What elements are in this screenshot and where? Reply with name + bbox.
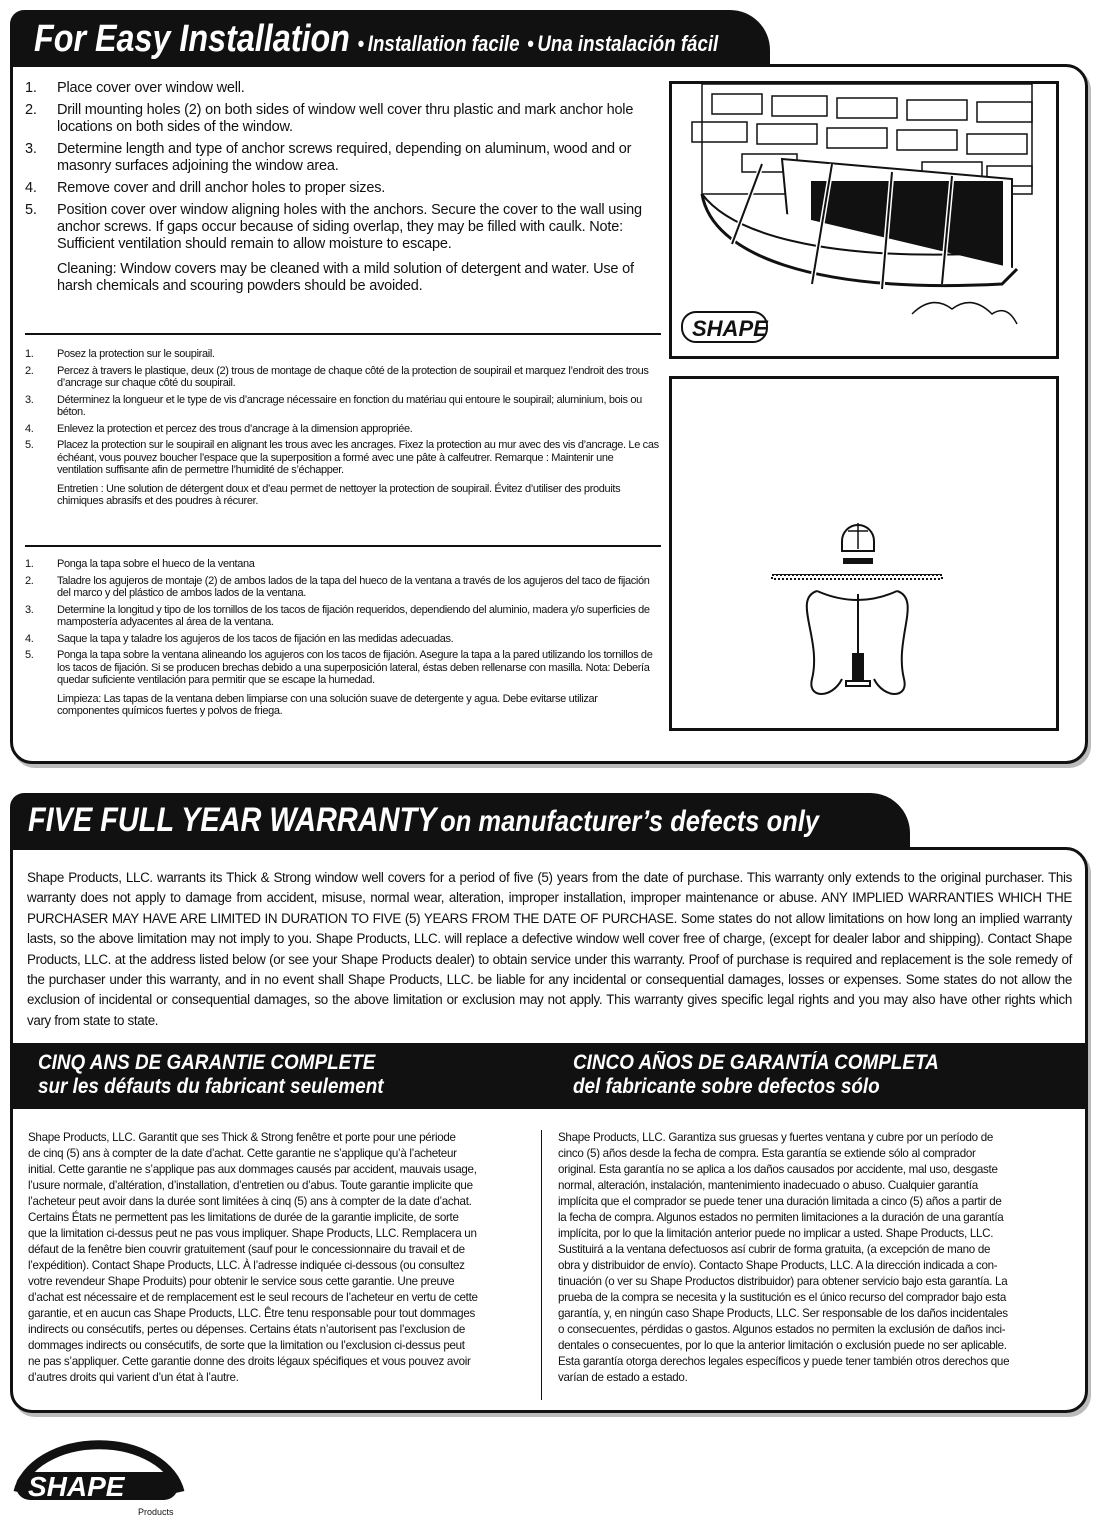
warranty-panel (10, 847, 1088, 1413)
warranty-text-french (28, 1130, 508, 1386)
warranty-line: indirects ou consécutifs, pertes ou dépenses. Certains états n’autorisent pas l’exclusion de (28, 1323, 466, 1336)
step-number: 2. (25, 574, 34, 587)
shape-products-logo (10, 1432, 190, 1518)
warranty-line: l’expédition). Contact Shape Products, LLC. À l’adresse indiquée ci-dessous (ou consultez (28, 1259, 465, 1272)
step-text: Enlevez la protection et percez des trous d’ancrage à la dimension appropriée. (57, 422, 413, 435)
warranty-banner (10, 793, 910, 849)
step-number: 4. (25, 422, 34, 435)
spanish-warranty-title: CINCO AÑOS DE GARANTÍA COMPLETA (573, 1051, 939, 1074)
warranty-line: la fecha de compra. Algunos estados no permiten limitaciones a la duración de una garantía (558, 1211, 1004, 1224)
warranty-line: garantie, et en aucun cas Shape Products, LLC. Être tenu responsable pour tout dommages (28, 1307, 475, 1320)
step-item (25, 102, 661, 136)
step-item (25, 394, 661, 419)
warranty-line: Esta garantía otorga derechos legales específicos y puede tener también otros derechos que (558, 1355, 1010, 1368)
warranty-line: original. Esta garantía no se aplica a los daños causados por accidente, mal uso, desgaste (558, 1163, 998, 1176)
window-well-illustration (669, 81, 1059, 359)
step-number: 2. (25, 364, 34, 377)
step-text: Determine length and type of anchor screws required, depending on aluminum, wood and or masonry surfaces adjoining the window area. (57, 141, 632, 174)
step-text: Déterminez la longueur et le type de vis d’ancrage nécessaire en fonction du matériau qui entoure le soupirail; aluminium, bois ou béton. (57, 393, 642, 418)
step-text: Taladre los agujeros de montaje (2) de ambos lados de la tapa del hueco de la ventana a través de los agujeros del taco de fijación del marco y del plástico de ambos lados de la ventana. (57, 574, 650, 599)
warranty-line: garantía, y, en ningún caso Shape Products, LLC. Ser responsable de los daños incidentales (558, 1307, 1008, 1320)
warranty-line: l’acheteur peut avoir dans la durée sont limitées à cinq (5) ans à compter de la date d’achat. (28, 1195, 472, 1208)
step-number: 2. (25, 102, 37, 118)
warranty-line: tinuación (o ver su Shape Productos distribuidor) para obtener servicio bajo esta garantía. La (558, 1275, 1008, 1288)
warranty-line: d’achat est nécessaire et de remplacement est le seul recours de l’acheteur en vertu de cette (28, 1291, 478, 1304)
warranty-line: varían de estado a estado. (558, 1371, 688, 1384)
warranty-line: obra y distribuidor de envío). Contacto Shape Products, LLC. A la dirección indicada a con- (558, 1259, 998, 1272)
spanish-steps (25, 558, 661, 722)
warranty-line: Shape Products, LLC. Garantit que ses Thick & Strong fenêtre et porte pour une période (28, 1131, 456, 1144)
warranty-text-spanish (558, 1130, 1038, 1386)
installation-title-fr: Installation facile (367, 31, 520, 56)
step-text: Determine la longitud y tipo de los tornillos de los tacos de fijación requeridos, dependiendo del aluminio, madera y/o superficies de mampostería adyacentes al área de la ventana. (57, 603, 650, 628)
french-steps (25, 348, 661, 512)
warranty-subtitle: on manufacturer’s defects only (440, 805, 819, 838)
logo-brand: SHAPE (28, 1471, 125, 1502)
warranty-line: implícita que el comprador se puede tener una duración limitada a cinco (5) años a partir de (558, 1195, 1002, 1208)
step-number: 4. (25, 632, 34, 645)
french-warranty-title: CINQ ANS DE GARANTIE COMPLETE (38, 1051, 376, 1074)
warranty-line: initial. Cette garantie ne s’applique pas aux dommages causés par accident, mauvais usage, (28, 1163, 477, 1176)
step-item (25, 202, 661, 253)
warranty-line: prueba de la compra se necesita y la sustitución es el único recurso del comprador bajo esta (558, 1291, 1007, 1304)
warranty-line: ne pas s’appliquer. Cette garantie donne des droits légaux spécifiques et vous pouvez avoir (28, 1355, 471, 1368)
warranty-line: Shape Products, LLC. Garantiza sus gruesas y fuertes ventana y cubre por un período de (558, 1131, 994, 1144)
warranty-line: implícita, por lo que la limitación anterior puede no implicar a usted. Shape Products, LLC. (558, 1227, 994, 1240)
column-divider (541, 1130, 542, 1400)
installation-title: For Easy Installation (34, 18, 350, 60)
warranty-line: dentales o consecuentes, por lo que la anterior limitación o exclusión puede no ser aplicable. (558, 1339, 1007, 1352)
warranty-line: normal, alteración, instalación, mantenimiento inadecuado o abuso. Cualquier garantía (558, 1179, 978, 1192)
step-text: Ponga la tapa sobre la ventana alineando los agujeros con los tacos de fijación. Asegure la tapa a la pared utilizando los tornillos de los tacos de fijación. Si se producen brechas debido a una superposición lateral, éstas deben rellenarse con masilla. Nota: Debería quedar suficiente ventilación para permitir que se escape la humedad. (57, 649, 653, 686)
step-item (25, 649, 661, 687)
step-text: Ponga la tapa sobre el hueco de la ventana (57, 558, 255, 570)
warranty-line: que la limitation ci-dessus peut ne pas vous impliquer. Shape Products, LLC. Remplacera un (28, 1227, 477, 1240)
translated-warranty-banner (10, 1043, 1088, 1109)
warranty-line: Sustituirá a la ventana defectuosos así cubrir de forma gratuita, (a excepción de mano de (558, 1243, 991, 1256)
step-item (25, 180, 661, 197)
step-number: 1. (25, 348, 34, 360)
cleaning-note: Limpieza: Las tapas de la ventana deben limpiarse con una solución suave de detergente y agua. Debe evitarse utilizar componentes químicos fuertes y polvos de friega. (57, 692, 598, 717)
warranty-line: o consecuentes, pérdidas o gastos. Algunos estados no permiten la exclusión de daños inci- (558, 1323, 1006, 1336)
warranty-line: de cinq (5) ans à compter de la date d’achat. Cette garantie ne s’applique qu’à l’acheteur (28, 1147, 457, 1160)
english-steps (25, 80, 661, 300)
step-item (25, 633, 661, 646)
step-item (25, 80, 661, 97)
step-number: 4. (25, 180, 37, 196)
step-text: Saque la tapa y taladre los agujeros de los tacos de fijación en las medidas adecuadas. (57, 632, 454, 645)
step-item (25, 423, 661, 436)
cleaning-note: Entretien : Une solution de détergent doux et d’eau permet de nettoyer la protection de soupirail. Évitez d’utiliser des produits chimiques abrasifs et des poudres à récurer. (57, 482, 621, 507)
step-text: Posez la protection sur le soupirail. (57, 348, 215, 360)
warranty-line: votre revendeur Shape Produits) pour obtenir le service sous cette garantie. Une preuve (28, 1275, 455, 1288)
installation-banner: For Easy Installation • Installation facile • Una instalación fácil (10, 10, 770, 66)
installation-title-es: Una instalación fácil (537, 31, 719, 56)
warranty-line: d’autres droits qui varient d’un état à l’autre. (28, 1371, 239, 1384)
step-text: Place cover over window well. (57, 80, 245, 96)
cleaning-note: Cleaning: Window covers may be cleaned with a mild solution of detergent and water. Use of harsh chemicals and scouring powders should be avoided. (57, 261, 634, 294)
step-number: 1. (25, 558, 34, 570)
step-number: 5. (25, 649, 34, 661)
warranty-title: FIVE FULL YEAR WARRANTY (28, 801, 437, 839)
anchor-screw-diagram (669, 376, 1059, 731)
step-text: Remove cover and drill anchor holes to proper sizes. (57, 180, 386, 196)
step-item (25, 348, 661, 361)
spanish-warranty-subtitle: del fabricante sobre defectos sólo (573, 1075, 880, 1098)
step-item (25, 604, 661, 629)
warranty-text-english: Shape Products, LLC. warrants its Thick & Strong window well covers for a period of five (5) years from the date of purchase. This warranty only extends to the original purchaser. This warranty does not apply to damage from accident, misuse, normal wear, alteration, improper installation, improper maintenance or abuse. ANY IMPLIED WARRANTIES WHICH THE PURCHASER MAY HAVE ARE LIMITED IN DURATION TO FIVE (5) YEARS FROM THE DATE OF PURCHASE. Some states do not allow limitations on how long an implied warranty lasts, so the above limitation may not imply to you. Shape Products, LLC. will replace a defective window well cover free of charge, (except for dealer labor and shipping). Contact Shape Products, LLC. at the address listed below (or see your Shape Products dealer) to obtain service under this warranty. Proof of purchase is required and replacement is the sole remedy of the purchaser under this warranty, and in no event shall Shape Products, LLC. be liable for any incidental or consequential damages, losses or expenses. Some states do not allow the exclusion of incidental or consequential damages, so the above limitation or exclusion may not apply. This warranty gives specific legal rights and you may also have other rights which vary from state to state. (27, 870, 1072, 1028)
logo-sub: Products (138, 1507, 174, 1517)
step-number: 3. (25, 393, 34, 406)
step-number: 5. (25, 439, 34, 451)
installation-panel (10, 64, 1088, 764)
warranty-line: l’usure normale, d’altération, d’installation, d’entretien ou d’abus. Toute garantie implicite que (28, 1179, 473, 1192)
step-number: 5. (25, 202, 37, 218)
step-text: Percez à travers le plastique, deux (2) trous de montage de chaque côté de la protection de soupirail et marquez l’endroit des trous d’ancrage sur chaque côté du soupirail. (57, 364, 649, 389)
french-warranty-subtitle: sur les défauts du fabricant seulement (38, 1075, 384, 1098)
step-text: Drill mounting holes (2) on both sides of window well cover thru plastic and mark anchor hole locations on both sides of the window. (57, 102, 634, 135)
divider (25, 333, 661, 335)
step-item (25, 439, 661, 477)
warranty-line: dommages indirects ou consécutifs, de sorte que la limitation ou l’exclusion ci-dessus peut (28, 1339, 465, 1352)
step-item (25, 365, 661, 390)
step-number: 3. (25, 603, 34, 616)
warranty-line: cinco (5) años desde la fecha de compra. Esta garantía se extiende sólo al comprador (558, 1147, 976, 1160)
shape-logo-figure: SHAPE (692, 316, 768, 341)
step-item (25, 141, 661, 175)
step-number: 3. (25, 141, 37, 157)
divider (25, 545, 661, 547)
step-text: Placez la protection sur le soupirail en alignant les trous avec les ancrages. Fixez la protection au mur avec des vis d’ancrage. Le cas échéant, vous pouvez boucher l’espace que la superposition a formé avec une pâte à calfeutrer. Remarque : Maintenir une ventilation suffisante afin de permettre l’humidité de s’échapper. (57, 439, 659, 476)
step-text: Position cover over window aligning holes with the anchors. Secure the cover to the wall using anchor screws. If gaps occur because of siding overlap, they may be filled with caulk. Note: Sufficient ventilation should remain to allow moisture to escape. (57, 202, 642, 252)
step-number: 1. (25, 80, 37, 96)
step-item (25, 575, 661, 600)
warranty-line: Certains États ne permettent pas les limitations de durée de la garantie implicite, de sorte (28, 1211, 459, 1224)
warranty-line: défaut de la fenêtre bien couvrir gratuitement (sauf pour le concessionnaire du travail et de (28, 1243, 465, 1256)
step-item (25, 558, 661, 571)
